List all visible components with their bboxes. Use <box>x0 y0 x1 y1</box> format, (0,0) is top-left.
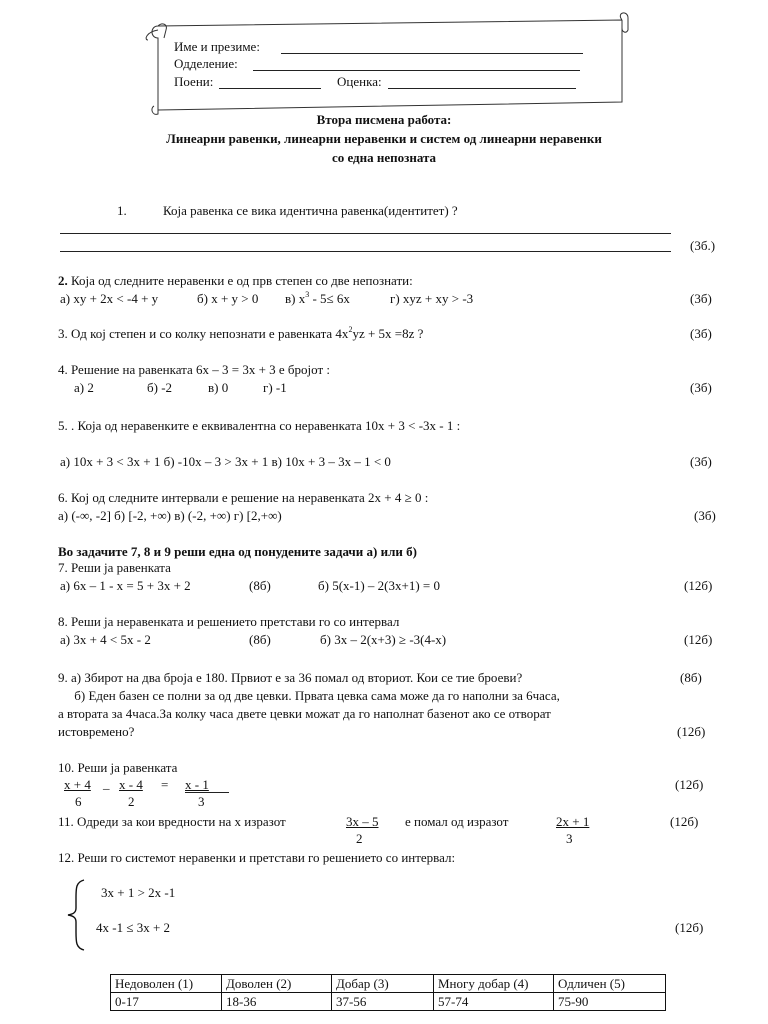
q11-numerator-1: 3x – 5 <box>346 814 379 829</box>
q11-denominator-2: 3 <box>566 831 573 846</box>
q6-text: 6. Кој од следните интервали е решение на неравенката 2x + 4 ≥ 0 : <box>58 490 429 505</box>
q6-options: а) (-∞, -2] б) [-2, +∞) в) (-2, +∞) г) [2,+∞) <box>58 508 282 523</box>
grade-header-3: Добар (3) <box>332 975 434 993</box>
q9-line-3: а втората за 4часа.За колку часа двете цевки можат да го наполнат базенот ако се отворат <box>58 706 551 721</box>
title-line-1: Втора писмена работа: <box>316 112 452 127</box>
points-field[interactable] <box>219 88 321 89</box>
q12-inequality-1: 3x + 1 > 2x -1 <box>101 885 176 900</box>
q1-answer-line-1[interactable] <box>60 233 671 234</box>
class-field[interactable] <box>253 70 580 71</box>
q11-middle-text: е помал од изразот <box>405 814 509 829</box>
q5-text: 5. . Која од неравенките е еквивалентна со неравенката 10x + 3 < -3x - 1 : <box>58 418 461 433</box>
q6-points: (3б) <box>694 508 716 523</box>
q7-option-a-points: (8б) <box>249 578 271 593</box>
name-field[interactable] <box>281 53 583 54</box>
q9-line-1: 9. а) Збирот на два броја е 180. Првиот е за 36 помал од вториот. Кои се тие броеви? <box>58 670 523 685</box>
q12-text: 12. Реши го системот неравенки и претстави го решението со интервал: <box>58 850 456 865</box>
grade-range-4: 57-74 <box>434 993 554 1011</box>
q10-numerator-3: x - 1 <box>185 777 209 792</box>
name-label: Име и презиме: <box>174 39 260 54</box>
q9-line-2: б) Еден базен се полни за од две цевки. Првата цевка сама може да го наполни за 6часа, <box>58 688 560 703</box>
class-label: Одделение: <box>174 56 238 71</box>
q1-points: (3б.) <box>690 238 716 253</box>
q2-option-a: а) xy + 2x < -4 + y <box>60 291 159 306</box>
q2-option-d: г) xyz + xy > -3 <box>390 291 474 306</box>
q7-points: (12б) <box>684 578 713 593</box>
q4-points: (3б) <box>690 380 712 395</box>
q11-text: 11. Одреди за кои вредности на x изразот <box>58 814 286 829</box>
points-label: Поени: <box>174 74 214 89</box>
q7-text: 7. Реши ја равенката <box>58 560 171 575</box>
q10-points: (12б) <box>675 777 704 792</box>
q10-text: 10. Реши ја равенката <box>58 760 178 775</box>
q2-option-c: в) $x^3 - 5\le 6x$ <box>285 290 350 306</box>
grade-header-4: Многу добар (4) <box>434 975 554 993</box>
grade-header-1: Недоволен (1) <box>111 975 222 993</box>
q7-option-b: б) 5(x-1) – 2(3x+1) = 0 <box>318 578 441 593</box>
q10-numerator-2: x - 4 <box>119 777 143 792</box>
q10-denominator-2: 2 <box>128 794 135 809</box>
q1-number: 1. <box>117 203 127 218</box>
grades-range-row <box>111 993 666 1011</box>
q10-denominator-1: 6 <box>75 794 82 809</box>
q10-numerator-1: x + 4 <box>64 777 91 792</box>
q8-points: (12б) <box>684 632 713 647</box>
q3-points: (3б) <box>690 326 712 341</box>
system-brace <box>64 878 88 952</box>
q9-line-4: истовремено? <box>58 724 135 739</box>
q10-minus: _ <box>103 776 110 791</box>
grade-range-1: 0-17 <box>111 993 222 1011</box>
q7-option-a: а) 6x – 1 - x = 5 + 3x + 2 <box>60 578 191 593</box>
q9-line-1-points: (8б) <box>680 670 702 685</box>
grades-table <box>110 974 666 1011</box>
q11-denominator-1: 2 <box>356 831 363 846</box>
q4-text: 4. Решение на равенката 6x – 3 = 3x + 3 е бројот : <box>58 362 331 377</box>
title-line-2: Линеарни равенки, линеарни неравенки и систем од линеарни неравенки <box>166 131 602 146</box>
grade-range-2: 18-36 <box>222 993 332 1011</box>
q2-option-b: б) x + y > 0 <box>197 291 259 306</box>
q11-points: (12б) <box>670 814 699 829</box>
q8-option-a-points: (8б) <box>249 632 271 647</box>
q2-text: Која од следните неравенки е од прв степен со две непознати: <box>67 273 413 288</box>
q4-option-b: б) -2 <box>147 380 173 395</box>
q1-text: Која равенка се вика идентична равенка(идентитет) ? <box>163 203 458 218</box>
grade-field[interactable] <box>388 88 576 89</box>
q10-denominator-3: 3 <box>198 794 205 809</box>
q12-inequality-2: 4x -1 ≤ 3x + 2 <box>96 920 171 935</box>
q2-number: 2. <box>58 273 68 288</box>
title-line-3: со една непозната <box>331 150 437 165</box>
q8-text: 8. Реши ја неравенката и решението претстави го со интервал <box>58 614 400 629</box>
q11-numerator-2: 2x + 1 <box>556 814 590 829</box>
grade-range-3: 37-56 <box>332 993 434 1011</box>
q5-options: а) 10x + 3 < 3x + 1 б) -10x – 3 > 3x + 1 в) 10x + 3 – 3x – 1 < 0 <box>60 454 391 469</box>
q10-fraction-bar-3 <box>185 792 229 793</box>
q2-points: (3б) <box>690 291 712 306</box>
q8-option-a: а) 3x + 4 < 5x - 2 <box>60 632 151 647</box>
grade-header-5: Одличен (5) <box>554 975 666 993</box>
instruction: Во задачите 7, 8 и 9 реши една од понудените задачи а) или б) <box>58 544 417 559</box>
q1-answer-line-2[interactable] <box>60 251 671 252</box>
q4-option-a: а) 2 <box>74 380 94 395</box>
q5-points: (3б) <box>690 454 712 469</box>
q3-text: 3. Од кој степен и со колку непознати е равенката $4x^2yz + 5x =8z$ ? <box>58 325 424 341</box>
q12-points: (12б) <box>675 920 704 935</box>
grade-header-2: Доволен (2) <box>222 975 332 993</box>
q10-equals: = <box>161 777 169 792</box>
q4-option-c: в) 0 <box>208 380 229 395</box>
grade-label: Оценка: <box>337 74 382 89</box>
q8-option-b: б) 3x – 2(x+3) ≥ -3(4-x) <box>320 632 447 647</box>
q9-points: (12б) <box>677 724 706 739</box>
grade-range-5: 75-90 <box>554 993 666 1011</box>
q4-option-d: г) -1 <box>263 380 287 395</box>
q2-question <box>58 273 413 288</box>
grades-header-row <box>111 975 666 993</box>
